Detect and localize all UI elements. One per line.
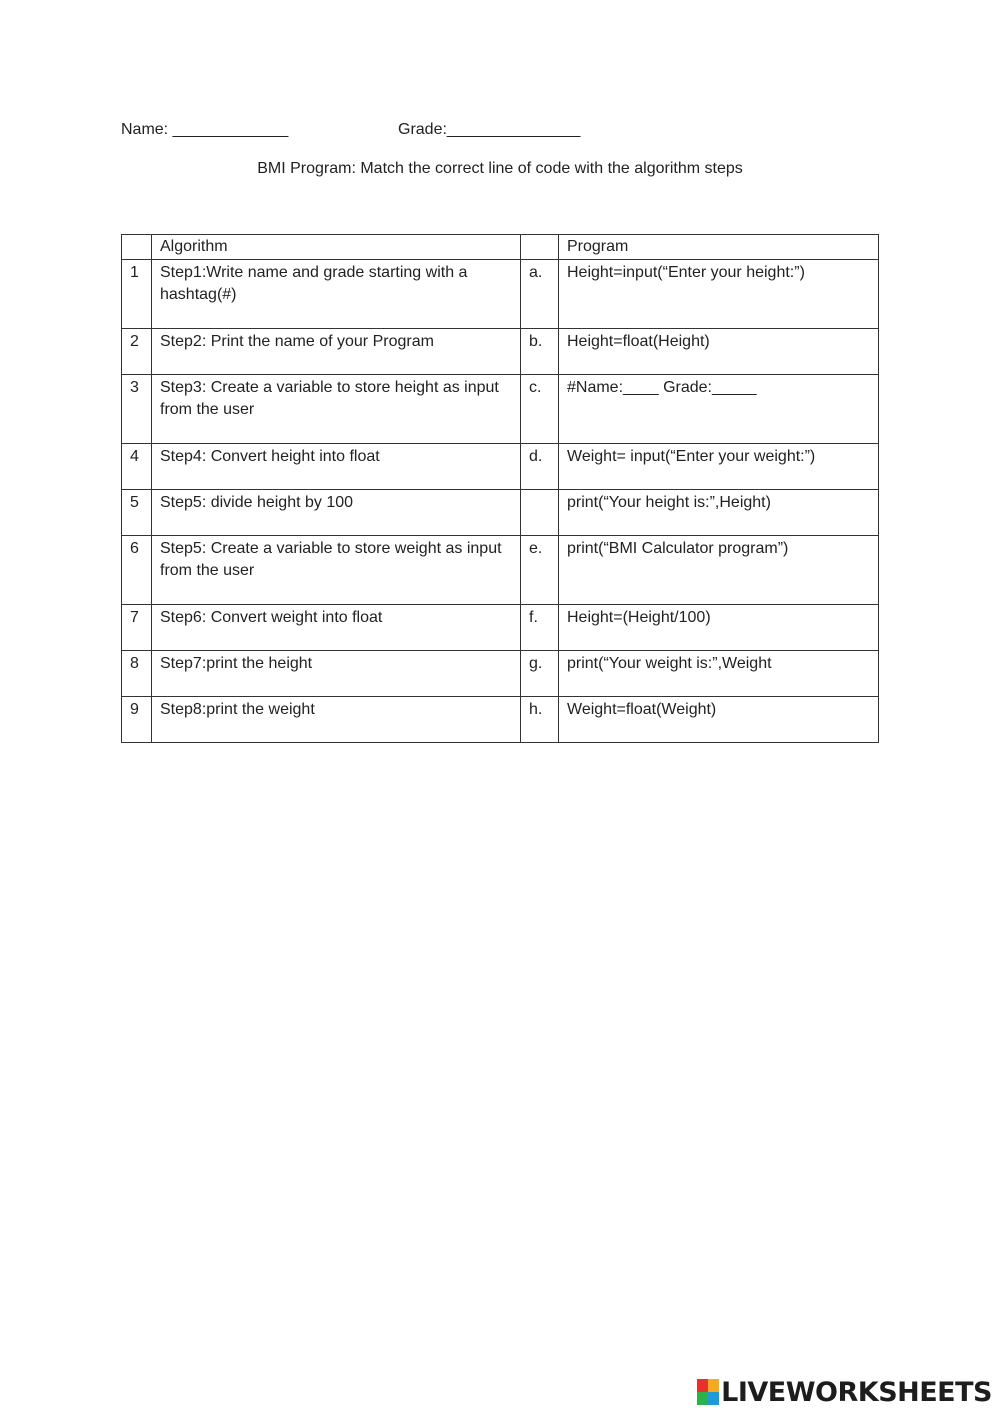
grade-field[interactable]: Grade:_______________ (398, 121, 581, 138)
program-line[interactable]: print(“BMI Calculator program”) (559, 536, 879, 605)
step-number: 2 (122, 329, 152, 375)
program-letter: g. (521, 651, 559, 697)
step-number: 1 (122, 260, 152, 329)
table-row (122, 605, 879, 651)
logo-text: LIVEWORKSHEETS (721, 1376, 992, 1408)
program-letter: a. (521, 260, 559, 329)
step-number: 4 (122, 444, 152, 490)
step-number: 9 (122, 697, 152, 743)
algorithm-step[interactable]: Step5: Create a variable to store weight as input from the user (152, 536, 521, 605)
algorithm-step[interactable]: Step5: divide height by 100 (152, 490, 521, 536)
step-number: 6 (122, 536, 152, 605)
program-line[interactable]: print(“Your weight is:”,Weight (559, 651, 879, 697)
header-letter (521, 235, 559, 260)
logo-square-icon (708, 1379, 719, 1392)
matching-table (121, 234, 879, 743)
table-row (122, 490, 879, 536)
name-field[interactable]: Name: _____________ (121, 121, 289, 138)
program-line[interactable]: Height=input(“Enter your height:”) (559, 260, 879, 329)
algorithm-step[interactable]: Step4: Convert height into float (152, 444, 521, 490)
table-row (122, 375, 879, 444)
program-line[interactable]: #Name:____ Grade:_____ (559, 375, 879, 444)
header-num (122, 235, 152, 260)
table-row (122, 536, 879, 605)
page-title: BMI Program: Match the correct line of code with the algorithm steps (257, 160, 743, 177)
logo-square-icon (697, 1379, 708, 1392)
step-number: 8 (122, 651, 152, 697)
header-algorithm: Algorithm (152, 235, 521, 260)
table-row (122, 260, 879, 329)
program-line[interactable]: print(“Your height is:”,Height) (559, 490, 879, 536)
program-letter (521, 490, 559, 536)
program-line[interactable]: Height=float(Height) (559, 329, 879, 375)
program-letter: f. (521, 605, 559, 651)
step-number: 7 (122, 605, 152, 651)
liveworksheets-logo (697, 1377, 992, 1407)
step-number: 5 (122, 490, 152, 536)
algorithm-step[interactable]: Step1:Write name and grade starting with a hashtag(#) (152, 260, 521, 329)
step-number: 3 (122, 375, 152, 444)
table-row (122, 444, 879, 490)
logo-mark-icon (697, 1379, 719, 1405)
header-program: Program (559, 235, 879, 260)
program-letter: e. (521, 536, 559, 605)
program-line[interactable]: Weight= input(“Enter your weight:”) (559, 444, 879, 490)
program-letter: c. (521, 375, 559, 444)
table-header-row (122, 235, 879, 260)
algorithm-step[interactable]: Step6: Convert weight into float (152, 605, 521, 651)
table-row (122, 329, 879, 375)
algorithm-step[interactable]: Step2: Print the name of your Program (152, 329, 521, 375)
table-row (122, 651, 879, 697)
algorithm-step[interactable]: Step8:print the weight (152, 697, 521, 743)
algorithm-step[interactable]: Step7:print the height (152, 651, 521, 697)
program-line[interactable]: Weight=float(Weight) (559, 697, 879, 743)
program-letter: h. (521, 697, 559, 743)
program-letter: b. (521, 329, 559, 375)
logo-square-icon (697, 1392, 708, 1405)
logo-square-icon (708, 1392, 719, 1405)
algorithm-step[interactable]: Step3: Create a variable to store height as input from the user (152, 375, 521, 444)
table-row (122, 697, 879, 743)
program-line[interactable]: Height=(Height/100) (559, 605, 879, 651)
program-letter: d. (521, 444, 559, 490)
